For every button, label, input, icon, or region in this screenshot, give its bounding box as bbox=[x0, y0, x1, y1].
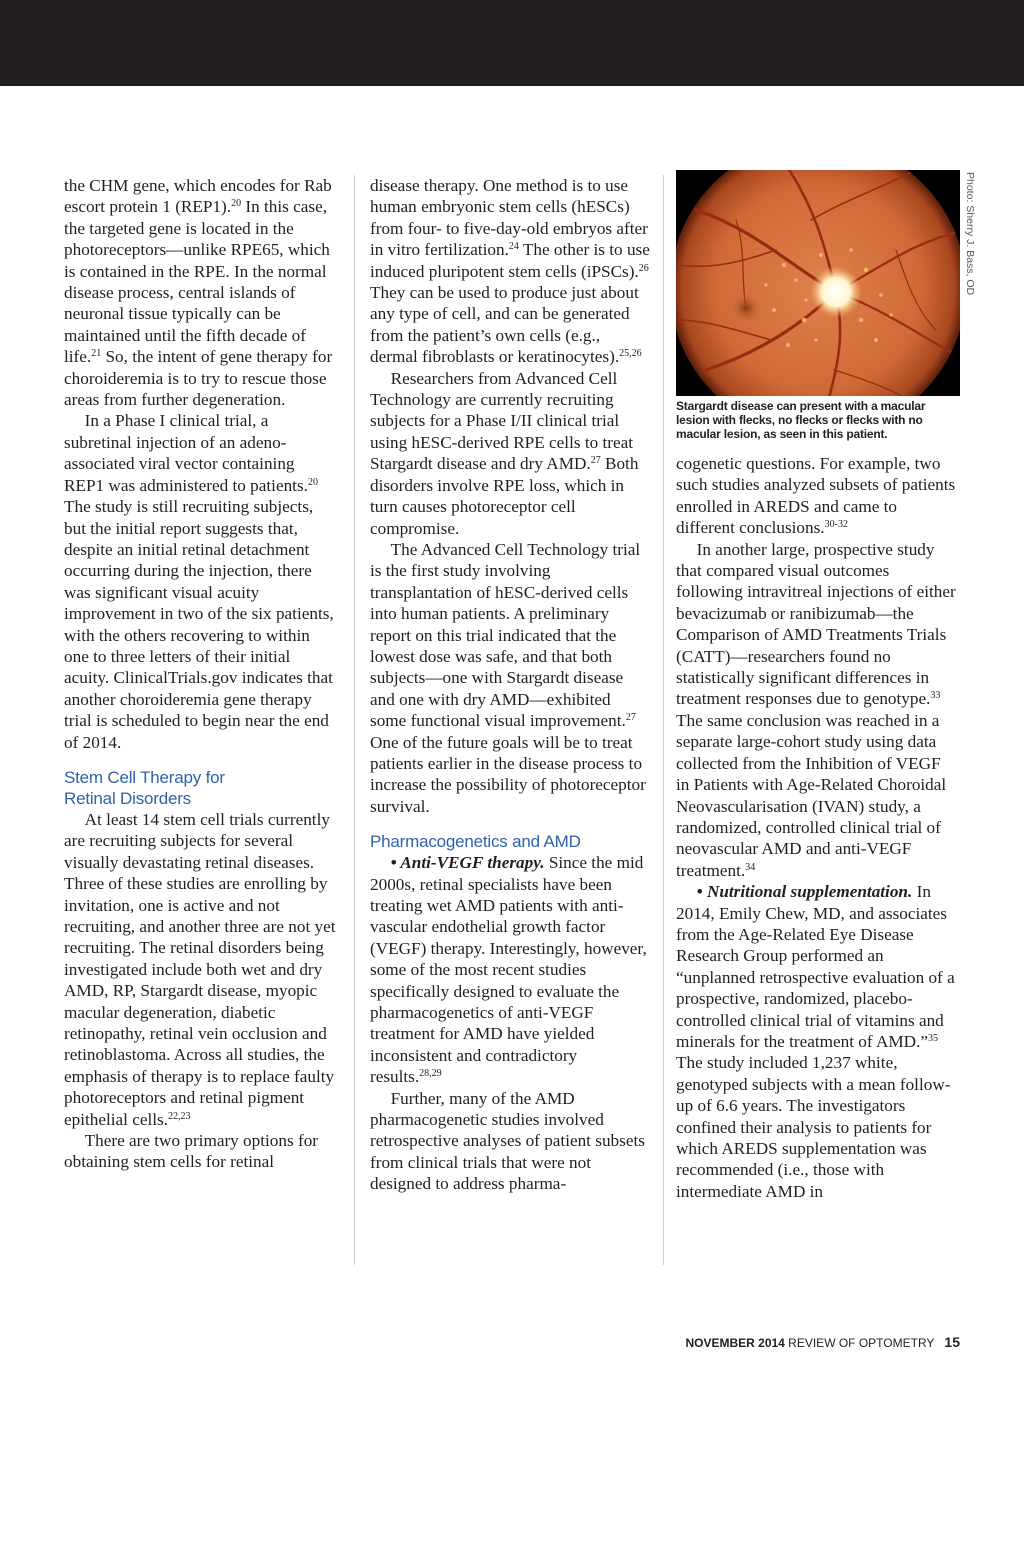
section-heading: Stem Cell Therapy for Retinal Disorders bbox=[64, 767, 225, 808]
paragraph: the CHM gene, which encodes for Rab escort protein 1 (REP1).$^{20}$ In this case, the targeted gene is located in the photoreceptors—unlike RPE65, which is contained in the RPE. In the normal disease process, central islands of neuronal tissue typically can be maintained until the fifth decade of life.$^{21}$ So, the intent of gene therapy for choroideremia is to try to rescue those areas from further degeneration. bbox=[64, 176, 333, 410]
paragraph: cogenetic questions. For example, two such studies analyzed subsets of patients enrolled in AREDS and came to different conclusions.$^{30-32}$ bbox=[676, 454, 956, 538]
issue-date: NOVEMBER 2014 bbox=[685, 1336, 785, 1350]
paragraph: The Advanced Cell Technology trial is the first study involving transplantation of hESC-derived cells into human patients. A preliminary report on this trial indicated that the lowest dose was safe, and that both subjects—one with Stargardt disease and one with dry AMD—exhibited some functional visual improvement.$^{27}$ One of the future goals will be to treat patients earlier in the disease process to increase the possibility of photoreceptor survival. bbox=[370, 539, 646, 816]
column-3 bbox=[676, 453, 958, 1553]
paragraph: disease therapy. One method is to use human embryonic stem cells (hESCs) from four- to five-day-old embryos after in vitro fertilization.$^{24}$ The other is to use induced pluripotent stem cells (iPSCs).$^{26}$ They can be used to produce just about any type of cell, and can be generated from the patient’s own cells (e.g., dermal fibroblasts or keratinocytes).$^{25,26}$ bbox=[370, 176, 650, 367]
page-number: 15 bbox=[944, 1334, 960, 1350]
paragraph: In a Phase I clinical trial, a subretinal injection of an adeno-associated viral vector containing REP1 was administered to patients.$^{20}$ The study is still recruiting subjects, but the initial report suggests that, despite an initial retinal detachment occurring during the injection, there was significant visual acuity improvement in two of the six patients, with the others recovering to within one to three letters of their initial acuity. ClinicalTrials.gov indicates that another choroideremia gene therapy trial is scheduled to begin near the end of 2014. bbox=[64, 411, 334, 752]
journal-name: REVIEW OF OPTOMETRY bbox=[784, 1336, 935, 1350]
paragraph: There are two primary options for obtaining stem cells for retinal bbox=[64, 1131, 319, 1172]
page-footer bbox=[685, 1334, 960, 1350]
figure-caption: Stargardt disease can present with a macular lesion with flecks, no flecks or flecks with no macular lesion, as seen in this patient. bbox=[676, 399, 926, 441]
column-1 bbox=[64, 175, 336, 1275]
section-heading: Pharmacogenetics and AMD bbox=[370, 832, 581, 852]
paragraph: In another large, prospective study that compared visual outcomes following intravitreal injections of either bevacizumab or ranibizumab—the Comparison of AMD Treatments Trials (CATT)—researchers found no statistically significant differences in treatment responses due to genotype.$^{33}$ The same conclusion was reached in a separate large-cohort study using data collected from the Inhibition of VEGF in Patients with Age-Related Choroidal Neovascularisation (IVAN) study, a randomized, controlled clinical trial of neovascular AMD and anti-VEGF treatment.$^{34}$ bbox=[676, 539, 956, 880]
paragraph: • Nutritional supplementation. In 2014, Emily Chew, MD, and associates from the Age-Related Eye Disease Research Group performed an “unplanned retrospective evaluation of a prospective, randomized, placebo-controlled clinical trial of vitamins and minerals for the treatment of AMD.”$^{35}$ The study included 1,237 white, genotyped subjects with a mean follow-up of 6.6 years. The investigators confined their analysis to patients for which AREDS supplementation was recommended (i.e., those with intermediate AMD in bbox=[676, 882, 955, 1201]
fundus-photo bbox=[676, 170, 960, 396]
paragraph: Further, many of the AMD pharmacogenetic studies involved retrospective analyses of patient subsets from clinical trials that were not designed to address pharma- bbox=[370, 1088, 645, 1194]
paragraph: At least 14 stem cell trials currently are recruiting subjects for several visually devastating retinal diseases. Three of these studies are enrolling by invitation, one is active and not recruiting, and another three are not yet recruiting. The retinal disorders being investigated include both wet and dry AMD, RP, Stargardt disease, myopic macular degeneration, diabetic retinopathy, retinal vein occlusion and retinoblastoma. Across all studies, the emphasis of therapy is to replace faulty photoreceptors and retinal pigment epithelial cells.$^{22,23}$ bbox=[64, 809, 336, 1129]
photo-credit: Photo: Sherry J. Bass, OD bbox=[964, 172, 976, 296]
column-divider bbox=[354, 175, 355, 1265]
column-2 bbox=[370, 175, 650, 1275]
paragraph: Researchers from Advanced Cell Technology are currently recruiting subjects for a Phase I/II clinical trial using hESC-derived RPE cells to treat Stargardt disease and dry AMD.$^{27}$ Both disorders involve RPE loss, which in turn causes photoreceptor cell compromise. bbox=[370, 368, 639, 538]
paragraph: • Anti-VEGF therapy. Since the mid 2000s, retinal specialists have been treating wet AMD patients with anti-vascular endothelial growth factor (VEGF) therapy. Interestingly, however, some of the most recent studies specifically designed to evaluate the pharmacogenetics of anti-VEGF treatment for AMD have yielded inconsistent and contradictory results.$^{28,29}$ bbox=[370, 853, 647, 1087]
column-divider bbox=[663, 175, 664, 1265]
header-bar bbox=[0, 0, 1024, 86]
retina-image bbox=[676, 170, 960, 396]
